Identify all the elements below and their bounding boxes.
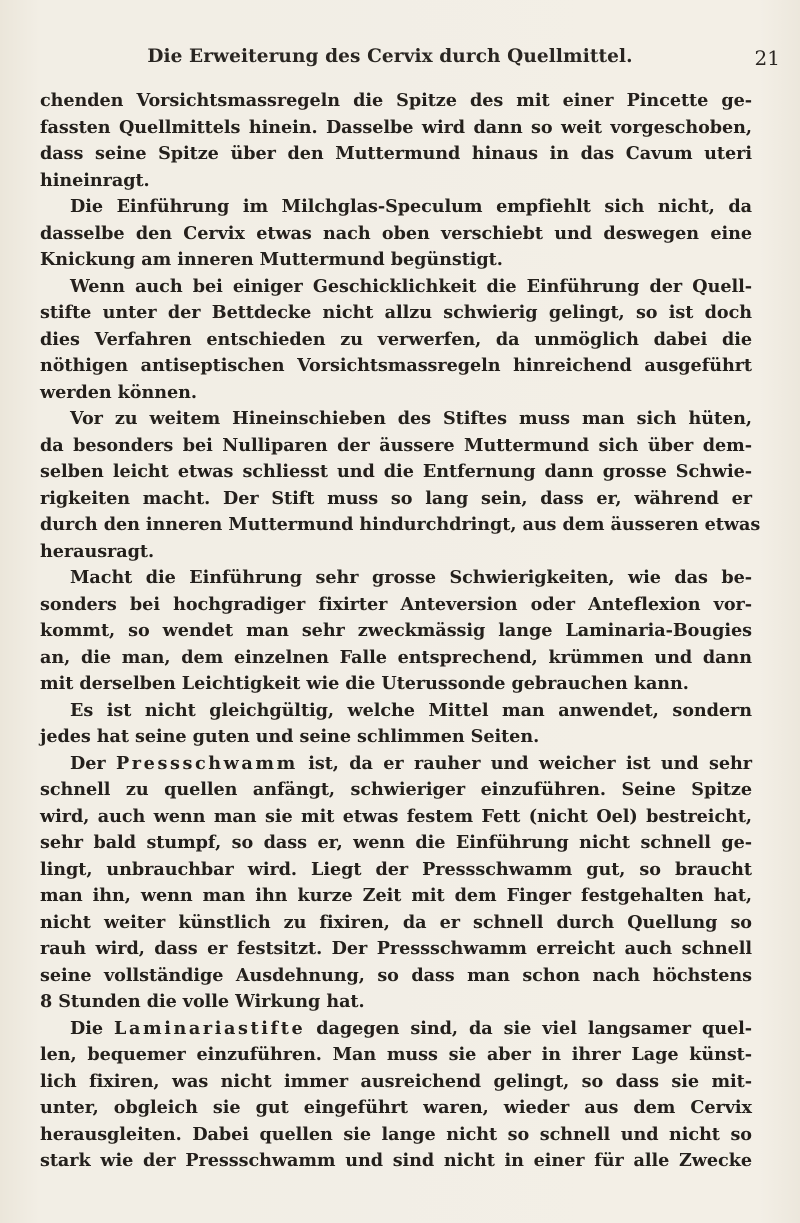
text-line: fassten Quellmittels hinein. Dasselbe wird dann so weit vorgeschoben, [40, 116, 752, 138]
text-line: mit derselben Leichtigkeit wie die Uterussonde gebrauchen kann. [40, 673, 689, 694]
text-line: len, bequemer einzuführen. Man muss sie aber in ihrer Lage künst- [40, 1044, 752, 1065]
text-line: Macht die Einführung sehr grosse Schwierigkeiten, wie das be- [70, 567, 752, 588]
text-line: herausragt. [40, 540, 155, 562]
text-line: seine vollständige Ausdehnung, so dass man schon nach höchstens [40, 964, 752, 986]
text-line: dasselbe den Cervix etwas nach oben verschiebt und deswegen eine [40, 222, 752, 244]
text-line: rigkeiten macht. Der Stift muss so lang sein, dass er, während er [40, 487, 752, 509]
text-fragment: ist, da er rauher und weicher ist und sehr [297, 752, 752, 774]
text-line: Vor zu weitem Hineinschieben des Stiftes muss man sich hüten, [70, 408, 752, 429]
text-line: lich fixiren, was nicht immer ausreichend gelingt, so dass sie mit- [40, 1070, 752, 1092]
page-number: 21 [754, 46, 780, 70]
text-line: jedes hat seine guten und seine schlimmen Seiten. [40, 726, 540, 747]
text-line: durch den inneren Muttermund hindurchdringt, aus dem äusseren etwas [40, 514, 761, 535]
text-line: Die Einführung im Milchglas-Speculum empfiehlt sich nicht, da [70, 196, 752, 217]
text-line: nöthigen antiseptischen Vorsichtsmassregeln hinreichend ausgeführt [40, 355, 752, 376]
spaced-term: Pressschwamm [115, 752, 298, 774]
text-line: Knickung am inneren Muttermund begünstigt. [40, 249, 503, 270]
text-line: da besonders bei Nulliparen der äussere Muttermund sich über dem- [40, 434, 752, 456]
text-line: unter, obgleich sie gut eingeführt waren, wieder aus dem Cervix [40, 1097, 752, 1118]
text-line: dies Verfahren entschieden zu verwerfen, da unmöglich dabei die [40, 328, 752, 350]
page-header [40, 46, 780, 76]
text-line: sehr bald stumpf, so dass er, wenn die Einführung nicht schnell ge- [40, 832, 752, 853]
text-line [40, 751, 752, 778]
text-line: nicht weiter künstlich zu fixiren, da er schnell durch Quellung so [40, 911, 752, 933]
text-fragment: Der [70, 752, 116, 774]
text-line: schnell zu quellen anfängt, schwieriger einzuführen. Seine Spitze [40, 779, 752, 800]
text-fragment: Die [70, 1017, 115, 1039]
body-text [40, 88, 761, 1175]
text-line: 8 Stunden die volle Wirkung hat. [40, 991, 365, 1012]
text-line: man ihn, wenn man ihn kurze Zeit mit dem Finger festgehalten hat, [40, 885, 752, 906]
text-line: stifte unter der Bettdecke nicht allzu schwierig gelingt, so ist doch [40, 302, 752, 323]
text-line: dass seine Spitze über den Muttermund hinaus in das Cavum uteri [40, 143, 752, 164]
text-line: werden können. [40, 381, 197, 403]
text-line: kommt, so wendet man sehr zweckmässig lange Laminaria-Bougies [40, 620, 752, 641]
text-line: selben leicht etwas schliesst und die Entfernung dann grosse Schwie- [40, 461, 752, 482]
text-line: chenden Vorsichtsmassregeln die Spitze des mit einer Pincette ge- [40, 90, 752, 111]
text-line: hineinragt. [40, 169, 150, 191]
text-line: Es ist nicht gleichgültig, welche Mittel man anwendet, sondern [70, 699, 752, 721]
text-fragment: dagegen sind, da sie viel langsamer quel- [305, 1017, 753, 1039]
text-line: lingt, unbrauchbar wird. Liegt der Pressschwamm gut, so braucht [40, 858, 752, 880]
text-line: sonders bei hochgradiger fixirter Anteversion oder Anteflexion vor- [40, 593, 752, 615]
spaced-term: Laminariastifte [114, 1017, 306, 1039]
text-line: an, die man, dem einzelnen Falle entsprechend, krümmen und dann [40, 646, 752, 668]
text-line: herausgleiten. Dabei quellen sie lange nicht so schnell und nicht so [40, 1123, 752, 1145]
text-line [40, 1016, 752, 1043]
text-line: stark wie der Pressschwamm und sind nicht in einer für alle Zwecke [40, 1150, 752, 1171]
text-line: Wenn auch bei einiger Geschicklichkeit die Einführung der Quell- [70, 275, 752, 297]
text-line: rauh wird, dass er festsitzt. Der Pressschwamm erreicht auch schnell [40, 938, 752, 959]
running-title: Die Erweiterung des Cervix durch Quellmittel. [147, 46, 633, 67]
text-line: wird, auch wenn man sie mit etwas festem Fett (nicht Oel) bestreicht, [40, 805, 752, 827]
